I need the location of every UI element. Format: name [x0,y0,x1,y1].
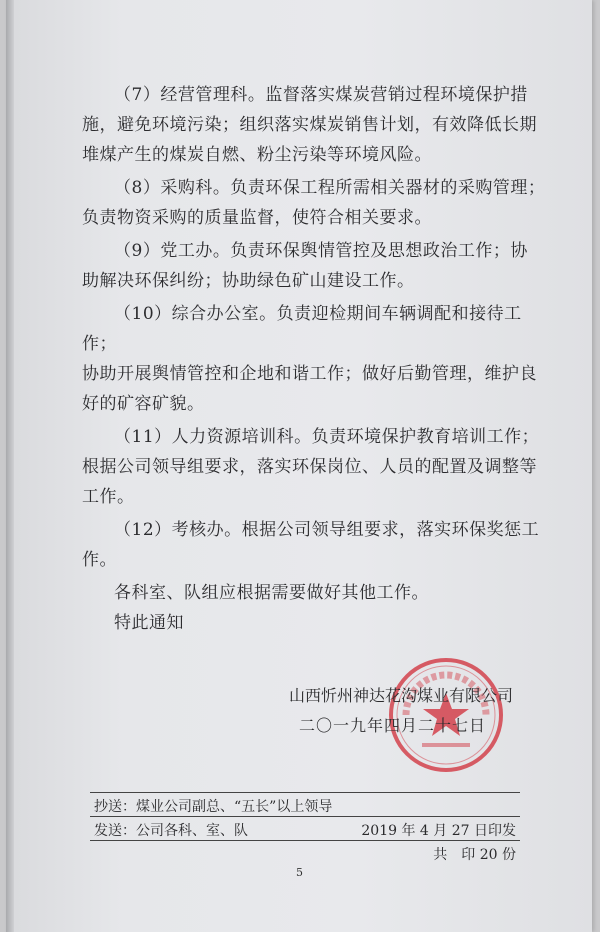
text-line: （11）人力资源培训科。负责环境保护教育培训工作； [114,427,540,447]
page-number: 5 [296,866,303,879]
issuing-organization: 山西忻州神达花沟煤业有限公司 [289,686,514,705]
text-line: 助解决环保纠纷；协助绿色矿山建设工作。 [82,271,415,291]
text-line: 负责物资采购的质量监督，使符合相关要求。 [82,208,432,228]
text-line: 好的矿容矿貌。 [82,394,205,414]
text-line: （10）综合办公室。负责迎检期间车辆调配和接待工作； [82,304,522,354]
footer-rule-top [90,792,520,793]
paragraph-7 [82,80,552,170]
text-line: （7）经营管理科。监督落实煤炭营销过程环境保护措 [114,85,528,105]
paragraph-12 [82,515,552,575]
copies-count: 共 印 20 份 [433,847,516,863]
text-line: 协助开展舆情管控和企地和谐工作；做好后勤管理，维护良 [82,364,537,384]
text-line: 根据公司领导组要求，落实环保岗位、人员的配置及调整等 [82,457,537,477]
binding-edge [6,0,14,932]
text-line: 堆煤产生的煤炭自燃、粉尘污染等环境风险。 [82,145,432,165]
body-text [82,80,552,638]
footer-rule-middle [90,816,520,817]
text-line: （12）考核办。根据公司领导组要求，落实环保奖惩工 [114,520,540,540]
text-line: 作。 [82,550,117,570]
print-date: 2019 年 4 月 27 日印发 [361,823,516,839]
text-line: 施，避免环境污染；组织落实煤炭销售计划，有效降低长期 [82,115,537,135]
issue-date: 二〇一九年四月二十七日 [299,716,487,735]
text-line: 工作。 [82,487,135,507]
distribution-line: 发送：公司各科、室、队 [94,823,248,839]
paragraph-11 [82,422,552,512]
footer-rule-bottom [90,840,520,841]
closing-instruction: 各科室、队组应根据需要做好其他工作。 [114,583,429,603]
closing-notice: 特此通知 [114,613,184,633]
paragraph-10 [82,299,552,419]
paragraph-9 [82,236,552,296]
cc-line: 抄送：煤业公司副总、“五长”以上领导 [94,799,333,815]
paragraph-8 [82,173,552,233]
text-line: （8）采购科。负责环保工程所需相关器材的采购管理； [114,178,546,198]
text-line: （9）党工办。负责环保舆情管控及思想政治工作；协 [114,241,528,261]
document-page [6,0,592,932]
